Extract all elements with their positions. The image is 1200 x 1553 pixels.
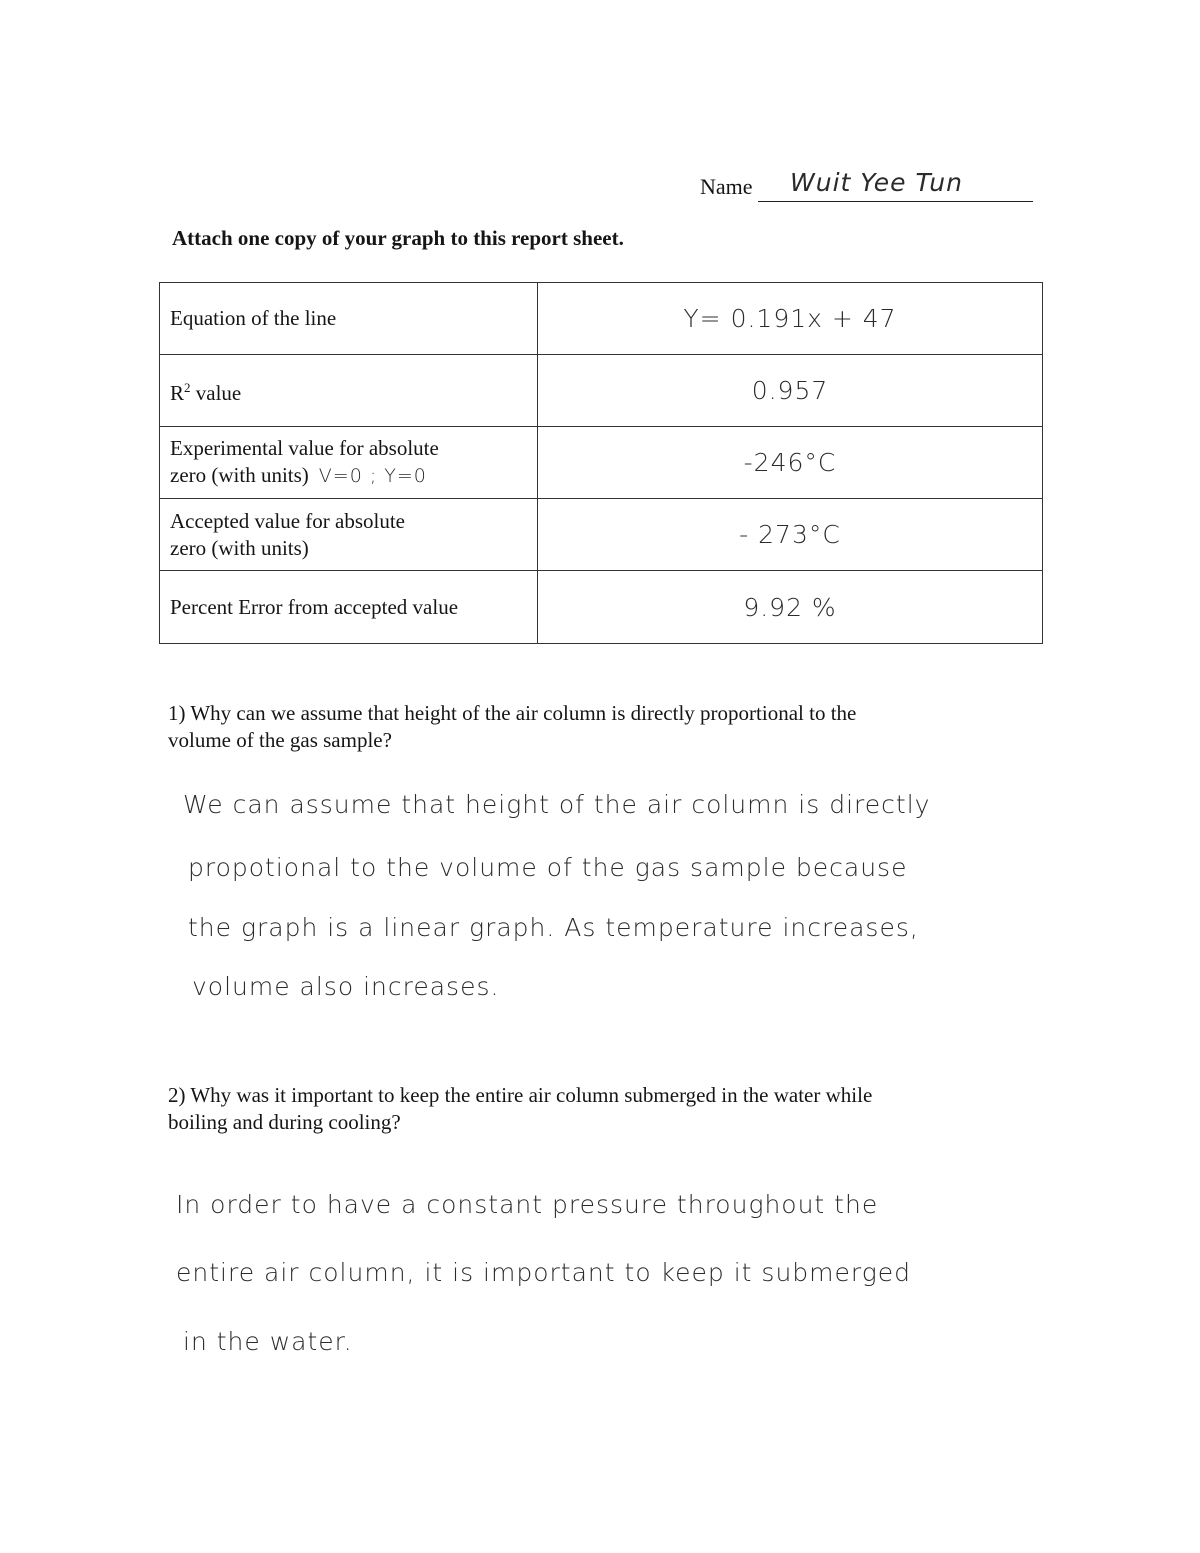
equation-value: Y= 0.191x + 47 [683, 304, 897, 333]
name-underline [758, 201, 1033, 202]
row-label-line2 [170, 462, 527, 490]
row-label [160, 499, 538, 570]
table-row-r-squared [160, 355, 1042, 427]
answer-1-line: the graph is a linear graph. As temperature increases, [188, 913, 919, 942]
name-label: Name [700, 174, 753, 199]
row-label-line1: Accepted value for absolute [170, 508, 405, 533]
handwritten-note: V=0 ; Y=0 [318, 465, 427, 487]
answer-1-line: volume also increases. [192, 972, 500, 1001]
r-label: R [170, 381, 185, 405]
row-label [160, 427, 538, 498]
r-squared-value: 0.957 [751, 376, 829, 405]
question-1-line1: 1) Why can we assume that height of the air column is directly proportional to the [168, 701, 857, 725]
row-label [160, 355, 538, 426]
row-value [538, 571, 1042, 643]
row-label-text: Equation of the line [170, 306, 337, 330]
question-1 [168, 700, 1028, 754]
percent-error-value: 9.92 % [743, 592, 837, 622]
question-2 [168, 1082, 1028, 1136]
row-label-line1: Experimental value for absolute [170, 436, 439, 460]
accepted-zero-value: - 273°C [739, 520, 841, 549]
instruction-text: Attach one copy of your graph to this report sheet. [172, 226, 624, 250]
row-label-line2: zero (with units) [170, 535, 309, 560]
question-2-line1: 2) Why was it important to keep the entire air column submerged in the water while [168, 1083, 873, 1107]
row-label [160, 571, 538, 643]
table-row-equation [160, 283, 1042, 355]
row-label [160, 283, 538, 354]
row-value [538, 355, 1042, 426]
row-value [538, 283, 1042, 354]
row-label-text: Percent Error from accepted value [170, 594, 459, 619]
answer-2-line: In order to have a constant pressure throughout the [176, 1190, 879, 1219]
bleed-through-mark [930, 70, 937, 100]
table-row-percent-error [160, 571, 1042, 643]
answer-1-line: We can assume that height of the air column is directly [183, 790, 931, 819]
report-table [159, 282, 1043, 644]
answer-2-line: entire air column, it is important to keep it submerged [176, 1258, 911, 1287]
name-value: Wuit Yee Tun [790, 168, 963, 197]
experimental-zero-value: -246°C [743, 448, 837, 477]
question-1-line2: volume of the gas sample? [168, 728, 392, 752]
r-superscript: 2 [184, 380, 191, 395]
answer-2-line: in the water. [183, 1327, 353, 1356]
answer-1-line: propotional to the volume of the gas sample because [188, 853, 908, 882]
table-row-accepted [160, 499, 1042, 571]
row-label-line2-text: zero (with units) [170, 463, 309, 487]
row-label-text [170, 374, 527, 407]
name-field [700, 170, 1033, 204]
r-label-rest: value [190, 381, 242, 405]
table-row-experimental [160, 427, 1042, 499]
row-value [538, 427, 1042, 498]
question-2-line2: boiling and during cooling? [168, 1110, 401, 1134]
row-value [538, 499, 1042, 570]
